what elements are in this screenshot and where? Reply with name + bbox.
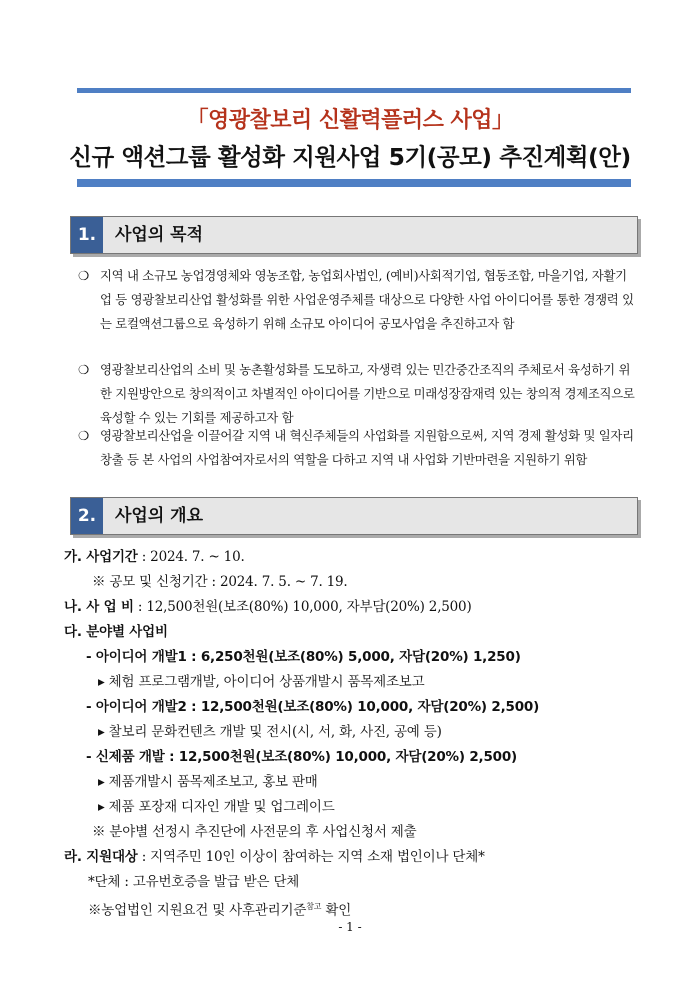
- purpose-bullet-2: [78, 358, 638, 430]
- reference-superscript: 참고: [306, 902, 322, 911]
- period-line: [64, 545, 245, 569]
- bullet-text: 지역 내 소규모 농업경영체와 영농조합, 농업회사법인, (예비)사회적기업, 협동조합, 마을기업, 자활기업 등 영광찰보리산업 활성화를 위한 사업운영주체를 대상으로 다양한 사업 아이디어를 통한 경쟁력 있는 로컬액션그룹으로 육성하기 위해 소규모 아이디어 공모사업을 추진하고자 함: [100, 268, 634, 331]
- bullet-text: 영광찰보리산업을 이끌어갈 지역 내 혁신주체들의 사업화를 지원함으로써, 지역 경제 활성화 및 일자리창출 등 본 사업의 사업참여자로서의 역할을 다하고 지역 내 사업화 기반마련을 지원하기 위함: [100, 428, 634, 467]
- page-number: - 1 -: [338, 920, 362, 934]
- title-top-rule: [77, 88, 631, 93]
- eligibility-note-1: *단체 : 고유번호증을 발급 받은 단체: [88, 874, 300, 890]
- eligibility-label: 라. 지원대상: [64, 849, 138, 865]
- document-title-line1: 「영광찰보리 신활력플러스 사업」: [186, 108, 514, 133]
- section-number: 2.: [71, 498, 103, 534]
- section-header-overview: [70, 497, 638, 535]
- bullet-text: 영광찰보리산업의 소비 및 농촌활성화를 도모하고, 자생력 있는 민간중간조직의 주체로서 육성하기 위한 지원방안으로 창의적이고 차별적인 아이디어를 기반으로 미래성장잠재력 있는 창의적 경제조직으로 육성할 수 있는 기회를 제공하고자 함: [100, 362, 635, 425]
- title-bottom-rule: [77, 179, 631, 187]
- category-note: ※ 분야별 선정시 추진단에 사전문의 후 사업신청서 제출: [92, 824, 417, 840]
- budget-value: : 12,500천원(보조(80%) 10,000, 자부담(20%) 2,500): [137, 599, 472, 615]
- section-number: 1.: [71, 217, 103, 253]
- period-label: 가. 사업기간: [64, 549, 138, 565]
- period-value: : 2024. 7. ~ 10.: [141, 549, 245, 565]
- circle-bullet-icon: ❍: [78, 428, 89, 443]
- eligibility-note-2: ※농업법인 지원요건 및 사후관리기준$^{참고}$ 확인: [88, 902, 352, 919]
- new-product-detail-2: ▸ 제품 포장재 디자인 개발 및 업그레이드: [98, 799, 335, 815]
- eligibility-value: : 지역주민 10인 이상이 참여하는 지역 소재 법인이나 단체*: [141, 849, 485, 865]
- new-product-detail-1: ▸ 제품개발시 품목제조보고, 홍보 판매: [98, 774, 318, 790]
- purpose-bullet-1: [78, 264, 638, 336]
- budget-line: [64, 595, 472, 619]
- eligibility-line: [64, 845, 485, 869]
- circle-bullet-icon: ❍: [78, 268, 89, 283]
- purpose-bullet-3: [78, 424, 638, 472]
- document-title-line2: 신규 액션그룹 활성화 지원사업 5기(공모) 추진계획(안): [69, 143, 631, 171]
- section-title: 사업의 개요: [115, 506, 204, 526]
- period-note: ※ 공모 및 신청기간 : 2024. 7. 5. ~ 7. 19.: [92, 574, 348, 590]
- idea-dev2-line: - 아이디어 개발2 : 12,500천원(보조(80%) 10,000, 자담(20%) 2,500): [86, 699, 540, 715]
- idea-dev1-line: - 아이디어 개발1 : 6,250천원(보조(80%) 5,000, 자담(20%) 1,250): [86, 649, 521, 665]
- new-product-line: - 신제품 개발 : 12,500천원(보조(80%) 10,000, 자담(20%) 2,500): [86, 749, 518, 765]
- category-budget-heading: 다. 분야별 사업비: [64, 624, 168, 640]
- circle-bullet-icon: ❍: [78, 362, 89, 377]
- idea-dev2-detail: ▸ 찰보리 문화컨텐츠 개발 및 전시(시, 서, 화, 사진, 공예 등): [98, 724, 442, 740]
- section-title: 사업의 목적: [115, 225, 204, 245]
- idea-dev1-detail: ▸ 체험 프로그램개발, 아이디어 상품개발시 품목제조보고: [98, 674, 425, 690]
- section-header-purpose: [70, 216, 638, 254]
- budget-label: 나. 사 업 비: [64, 599, 134, 615]
